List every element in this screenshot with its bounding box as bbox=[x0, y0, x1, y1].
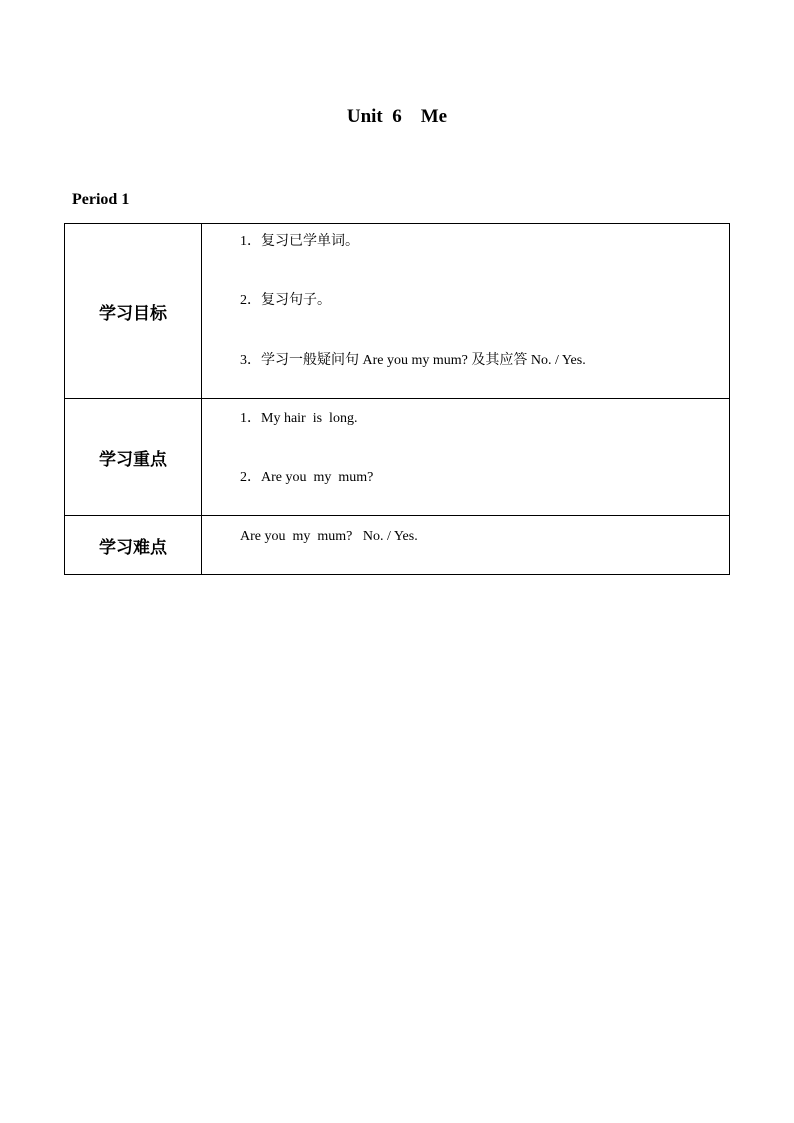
row-content-objectives bbox=[202, 224, 730, 399]
list-item: 1．My hair is long. bbox=[240, 411, 358, 426]
period-label: Period 1 bbox=[72, 191, 130, 208]
list-item: 3．学习一般疑问句 Are you my mum? 及其应答 No. / Yes. bbox=[240, 353, 586, 368]
row-header-objectives: 学习目标 bbox=[65, 224, 202, 399]
table-row bbox=[65, 224, 730, 399]
table-row bbox=[65, 516, 730, 575]
list-item: 2．Are you my mum? bbox=[240, 470, 374, 485]
row-header-key-points: 学习重点 bbox=[65, 399, 202, 516]
table-row bbox=[65, 399, 730, 516]
document-title: Unit 6 Me bbox=[346, 106, 448, 127]
row-header-difficulties: 学习难点 bbox=[65, 516, 202, 575]
lesson-plan-table bbox=[64, 223, 730, 575]
list-item: 1．复习已学单词。 bbox=[240, 234, 359, 249]
list-item: Are you my mum? No. / Yes. bbox=[240, 529, 418, 544]
row-content-key-points bbox=[202, 399, 730, 516]
row-content-difficulties bbox=[202, 516, 730, 575]
list-item: 2．复习句子。 bbox=[240, 293, 331, 308]
